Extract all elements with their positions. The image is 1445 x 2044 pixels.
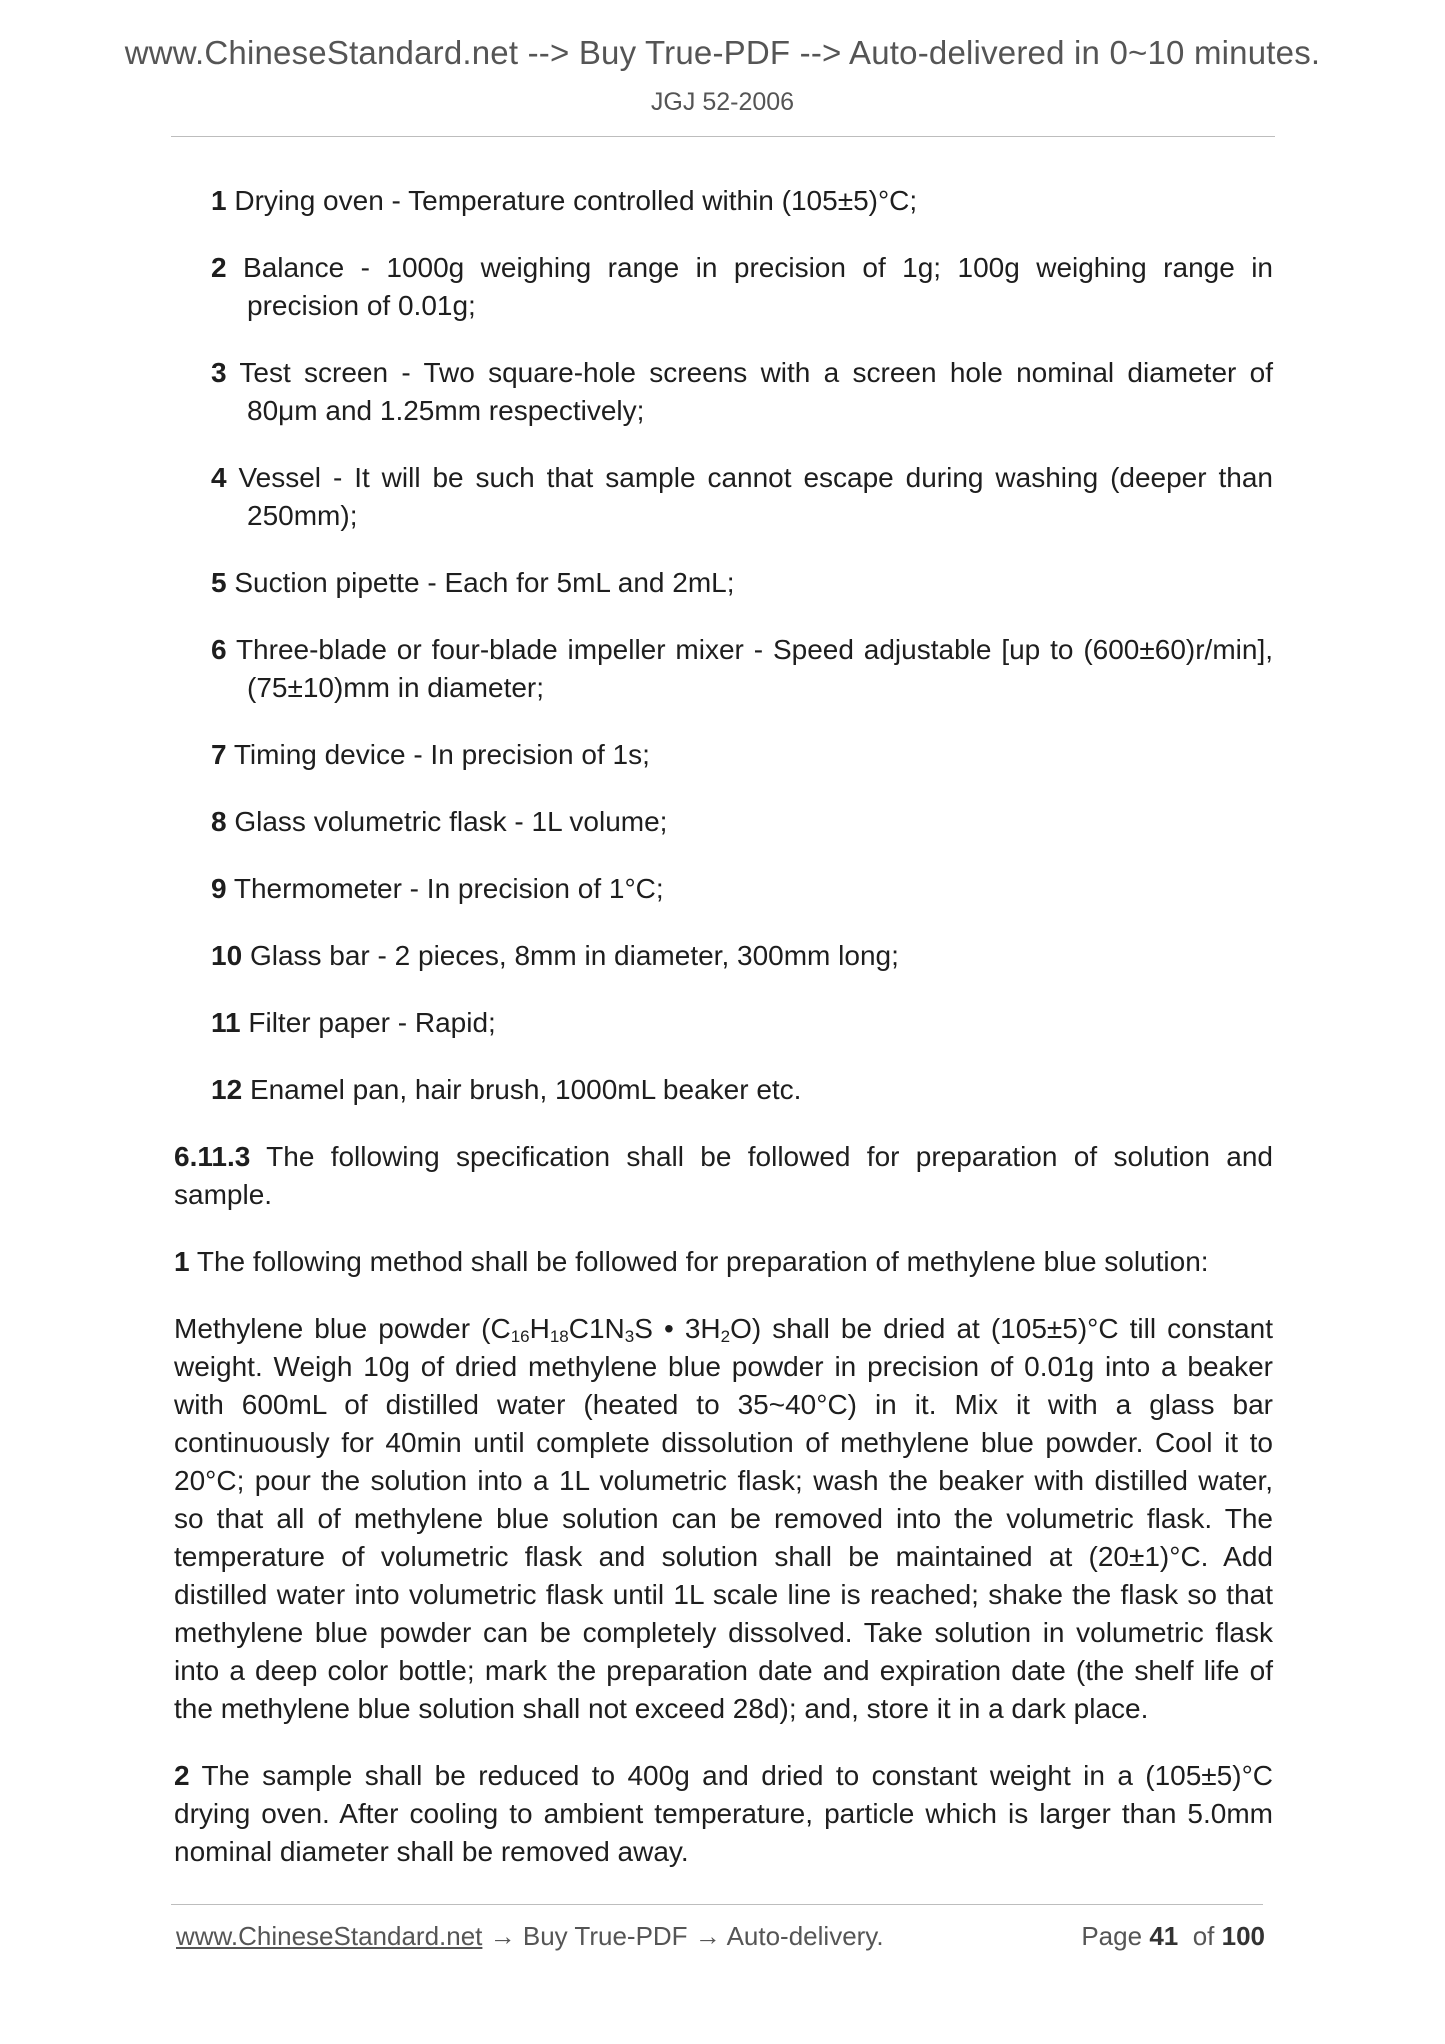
- list-item: [174, 249, 1273, 325]
- list-item: [174, 354, 1273, 430]
- header-divider: [171, 136, 1275, 137]
- list-item: [174, 870, 1273, 908]
- list-item: [174, 182, 1273, 220]
- step-number: 2: [174, 1760, 190, 1791]
- total-pages: 100: [1221, 1921, 1265, 1951]
- list-item: [174, 1071, 1273, 1109]
- item-number: 6: [211, 634, 227, 665]
- formula-text: H: [529, 1313, 550, 1344]
- item-text: Test screen - Two square-hole screens with a screen hole nominal diameter of 80μm and 1.25mm respectively;: [239, 357, 1273, 426]
- item-text: Suction pipette - Each for 5mL and 2mL;: [234, 567, 735, 598]
- step-1: [174, 1243, 1273, 1281]
- list-item: [174, 736, 1273, 774]
- step-text: The sample shall be reduced to 400g and dried to constant weight in a (105±5)°C drying oven. After cooling to ambient temperature, particle which is larger than 5.0mm nominal diameter shall be removed away.: [174, 1760, 1273, 1867]
- list-item: [174, 803, 1273, 841]
- formula-subscript: 16: [510, 1327, 530, 1346]
- item-number: 10: [211, 940, 243, 971]
- item-number: 9: [211, 873, 227, 904]
- of-label: of: [1192, 1921, 1215, 1951]
- item-text: Three-blade or four-blade impeller mixer - Speed adjustable [up to (600±60)r/min], (75±10)mm in diameter;: [235, 634, 1273, 703]
- item-text: Balance - 1000g weighing range in precision of 1g; 100g weighing range in precision of 0.01g;: [243, 252, 1274, 321]
- item-number: 2: [211, 252, 227, 283]
- formula-subscript: 3: [624, 1327, 635, 1346]
- item-number: 5: [211, 567, 227, 598]
- item-number: 3: [211, 357, 227, 388]
- clause-text: The following specification shall be followed for preparation of solution and sample.: [174, 1141, 1273, 1210]
- item-number: 12: [211, 1074, 243, 1105]
- apparatus-list: [174, 182, 1273, 1109]
- site-link[interactable]: www.ChineseStandard.net: [176, 1921, 483, 1951]
- footer-promo: [176, 1921, 884, 1952]
- current-page: 41: [1149, 1921, 1179, 1951]
- methylene-blue-paragraph: [174, 1310, 1273, 1728]
- list-item: [174, 937, 1273, 975]
- item-number: 11: [211, 1007, 241, 1038]
- footer-tagline: → Buy True-PDF → Auto-delivery.: [482, 1921, 884, 1951]
- item-text: Drying oven - Temperature controlled within (105±5)°C;: [234, 185, 918, 216]
- page-label: Page: [1081, 1921, 1143, 1951]
- item-text: Glass volumetric flask - 1L volume;: [234, 806, 668, 837]
- item-text: Filter paper - Rapid;: [248, 1007, 496, 1038]
- item-number: 4: [211, 462, 227, 493]
- item-text: Enamel pan, hair brush, 1000mL beaker etc.: [249, 1074, 802, 1105]
- list-item: [174, 564, 1273, 602]
- site-banner: www.ChineseStandard.net --> Buy True-PDF --> Auto-delivered in 0~10 minutes.: [124, 34, 1321, 71]
- item-text: Timing device - In precision of 1s;: [233, 739, 650, 770]
- footer-divider: [171, 1904, 1263, 1905]
- paragraph-text: O) shall be dried at (105±5)°C till constant weight. Weigh 10g of dried methylene blue powder in precision of 0.01g into a beaker with 600mL of distilled water (heated to 35~40°C) in it. Mix it with a glass bar continuously for 40min until complete dissolution of methylene blue powder. Cool it to 20°C; pour the solution into a 1L volumetric flask; wash the beaker with distilled water, so that all of methylene blue solution can be removed into the volumetric flask. The temperature of volumetric flask and solution shall be maintained at (20±1)°C. Add distilled water into volumetric flask until 1L scale line is reached; shake the flask so that methylene blue powder can be completely dissolved. Take solution in volumetric flask into a deep color bottle; mark the preparation date and expiration date (the shelf life of the methylene blue solution shall not exceed 28d); and, store it in a dark place.: [174, 1313, 1273, 1724]
- item-number: 1: [211, 185, 227, 216]
- page-body: [174, 182, 1273, 1900]
- step-number: 1: [174, 1246, 190, 1277]
- standard-code: JGJ 52-2006: [650, 88, 795, 116]
- item-text: Thermometer - In precision of 1°C;: [233, 873, 664, 904]
- item-text: Glass bar - 2 pieces, 8mm in diameter, 300mm long;: [249, 940, 899, 971]
- formula-text: S • 3H: [634, 1313, 721, 1344]
- item-number: 8: [211, 806, 227, 837]
- list-item: [174, 1004, 1273, 1042]
- formula-subscript: 2: [720, 1327, 731, 1346]
- step-text: The following method shall be followed for preparation of methylene blue solution:: [196, 1246, 1209, 1277]
- formula-subscript: 18: [549, 1327, 569, 1346]
- formula-text: C1N: [568, 1313, 625, 1344]
- list-item: [174, 631, 1273, 707]
- page-indicator: [1081, 1921, 1265, 1952]
- step-2: [174, 1757, 1273, 1871]
- item-number: 7: [211, 739, 227, 770]
- item-text: Vessel - It will be such that sample cannot escape during washing (deeper than 250mm);: [238, 462, 1274, 531]
- list-item: [174, 459, 1273, 535]
- formula-text: Methylene blue powder (C: [174, 1313, 511, 1344]
- clause-6-11-3: [174, 1138, 1273, 1214]
- clause-number: 6.11.3: [174, 1141, 251, 1172]
